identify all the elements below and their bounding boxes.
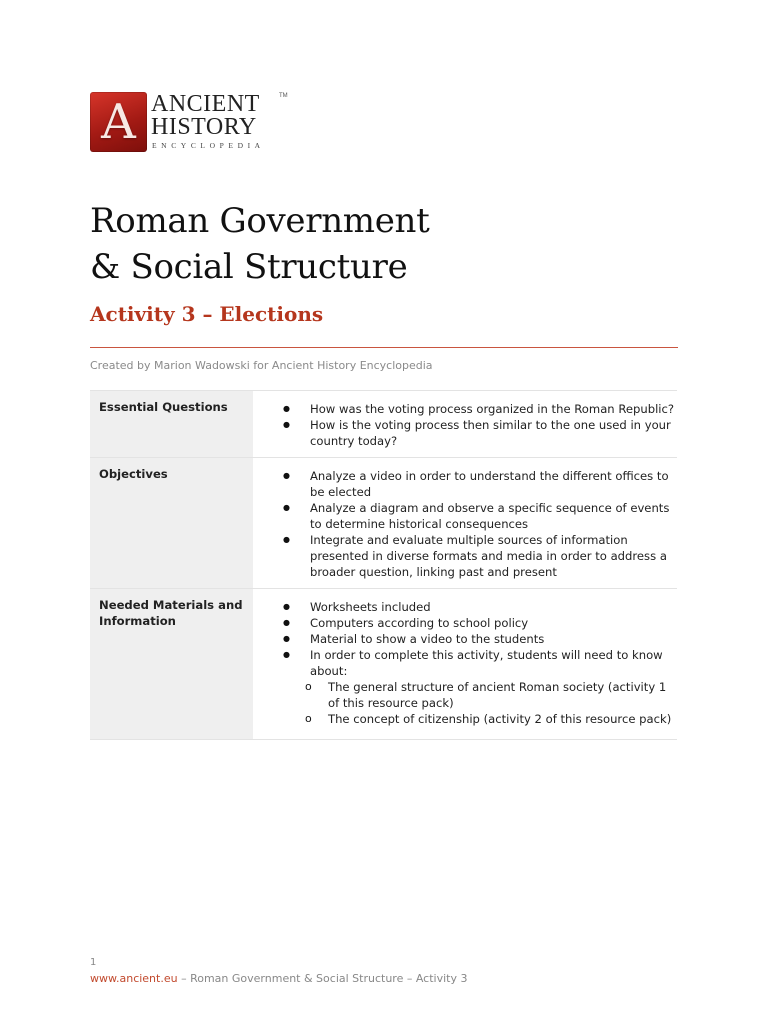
- row-content: [253, 589, 677, 740]
- table-row-objectives: [90, 458, 677, 589]
- title-divider: [90, 347, 678, 348]
- list-item: ● Computers according to school policy: [283, 615, 677, 631]
- activity-info-table: [90, 390, 677, 740]
- row-label: Essential Questions: [90, 391, 253, 458]
- title-line-2: & Social Structure: [90, 247, 408, 287]
- logo-letter: A: [101, 94, 136, 150]
- logo-word-ancient: ANCIENT: [151, 91, 260, 117]
- logo-word-encyclopedia: ENCYCLOPEDIA: [152, 141, 265, 150]
- list-item: ● How is the voting process then similar to the one used in your country today?: [283, 417, 677, 449]
- author-credit: Created by Marion Wadowski for Ancient History Encyclopedia: [90, 359, 433, 372]
- sub-list-item: o The general structure of ancient Roman society (activity 1 of this resource pack): [283, 679, 677, 711]
- bullet-list: [283, 468, 677, 580]
- list-item: ● Analyze a diagram and observe a specific sequence of events to determine historical consequences: [283, 500, 677, 532]
- list-item: ● In order to complete this activity, students will need to know about:: [283, 647, 677, 679]
- list-item: ● Analyze a video in order to understand the different offices to be elected: [283, 468, 677, 500]
- logo-trademark: TM: [279, 93, 288, 99]
- row-label: Needed Materials and Information: [90, 589, 253, 740]
- sub-list-item: o The concept of citizenship (activity 2 of this resource pack): [283, 711, 677, 727]
- list-item: ● Worksheets included: [283, 599, 677, 615]
- website-link[interactable]: www.ancient.eu: [90, 972, 178, 985]
- list-item: ● Integrate and evaluate multiple sources of information presented in diverse formats and media in order to address a broader question, linking past and present: [283, 532, 677, 580]
- table-row-needed-materials: [90, 589, 677, 740]
- list-item: ● Material to show a video to the students: [283, 631, 677, 647]
- table-row-essential-questions: [90, 391, 677, 458]
- row-label: Objectives: [90, 458, 253, 589]
- document-title: [90, 198, 430, 290]
- title-line-1: Roman Government: [90, 201, 430, 241]
- sub-bullet-list: [283, 679, 677, 727]
- page-footer: [90, 972, 467, 985]
- row-content: [253, 391, 677, 458]
- footer-text: – Roman Government & Social Structure – Activity 3: [177, 972, 468, 985]
- activity-subtitle: Activity 3 – Elections: [90, 302, 324, 326]
- logo-emblem: [90, 92, 147, 152]
- page-number: 1: [90, 957, 97, 968]
- list-item: ● How was the voting process organized in the Roman Republic?: [283, 401, 677, 417]
- bullet-list: [283, 599, 677, 679]
- row-content: [253, 458, 677, 589]
- bullet-list: [283, 401, 677, 449]
- logo-word-history: HISTORY: [151, 114, 257, 140]
